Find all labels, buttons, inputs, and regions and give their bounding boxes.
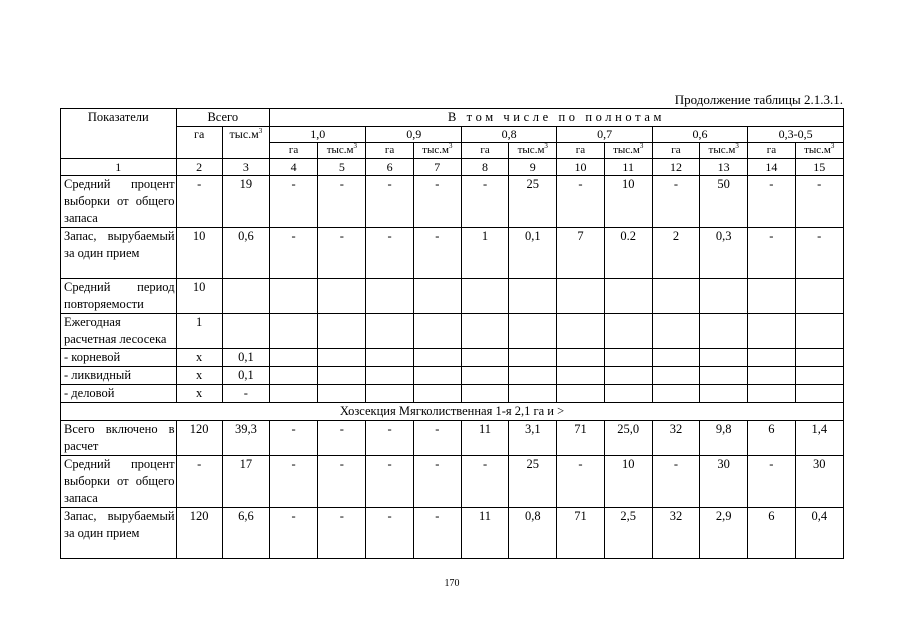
table-cell: 10 [604,456,652,508]
table-row [61,349,844,367]
table-cell: - [318,228,366,279]
column-number: 11 [604,159,652,176]
table-cell: - [461,176,508,228]
table-cell [748,314,795,349]
table-cell: 7 [557,228,604,279]
table-cell: 25 [509,176,557,228]
header-sub-ha: га [366,143,413,159]
table-row [61,508,844,559]
column-number: 5 [318,159,366,176]
table-cell [748,385,795,403]
table-cell: - [318,176,366,228]
column-number: 13 [700,159,748,176]
table-cell [652,279,699,314]
table-cell: - [270,456,318,508]
table-cell: 10 [176,228,222,279]
header-density: 0,3-0,5 [748,127,844,143]
header-by-density: В том числе по полнотам [270,109,844,127]
header-sub-volume [413,143,461,159]
column-number: 2 [176,159,222,176]
header-total-volume [222,127,269,159]
column-number: 10 [557,159,604,176]
table-cell [413,314,461,349]
column-number-row [61,159,844,176]
table-cell [557,314,604,349]
table-cell [604,367,652,385]
table-cell: 0,4 [795,508,844,559]
header-sub-ha: га [557,143,604,159]
table-cell: 6 [748,421,795,456]
table-cell [700,314,748,349]
table-cell [604,349,652,367]
header-sub-volume [604,143,652,159]
table-cell [318,314,366,349]
table-cell [652,314,699,349]
header-density: 0,6 [652,127,747,143]
row-label: Всего включено в расчет [61,421,177,456]
table-cell [318,279,366,314]
table-cell [270,279,318,314]
header-sub-ha: га [270,143,318,159]
header-density: 0,7 [557,127,652,143]
table-cell [795,367,844,385]
table-cell: - [318,456,366,508]
table-cell: 120 [176,508,222,559]
table-cell [604,314,652,349]
unit-text: тыс.м [229,127,259,141]
table-cell: х [176,367,222,385]
table-cell [270,349,318,367]
table-cell: - [652,456,699,508]
header-density: 0,9 [366,127,461,143]
data-table [60,108,844,559]
table-cell: - [270,421,318,456]
table-cell [413,367,461,385]
table-cell: 10 [604,176,652,228]
table-cell [748,349,795,367]
header-sub-volume [318,143,366,159]
table-cell: 32 [652,508,699,559]
table-row [61,279,844,314]
table-cell [557,279,604,314]
table-cell [366,279,413,314]
table-cell [795,314,844,349]
table-cell: 2 [652,228,699,279]
table-cell [509,367,557,385]
table-cell: 3,1 [509,421,557,456]
column-number: 9 [509,159,557,176]
table-cell [652,367,699,385]
table-cell: - [748,228,795,279]
table-cell: х [176,385,222,403]
table-cell [795,385,844,403]
header-row-2 [61,127,844,143]
table-cell: - [413,176,461,228]
table-cell: 17 [222,456,269,508]
unit-exponent: 3 [735,142,739,150]
table-cell: х [176,349,222,367]
table-cell: 25 [509,456,557,508]
table-cell: - [795,228,844,279]
table-cell [270,385,318,403]
table-cell [557,385,604,403]
table-cell: - [795,176,844,228]
table-cell [461,349,508,367]
unit-text: тыс.м [708,144,736,156]
column-number: 8 [461,159,508,176]
table-cell: 2,9 [700,508,748,559]
unit-text: тыс.м [804,144,831,156]
row-label: - деловой [61,385,177,403]
header-total-ha: га [176,127,222,159]
table-cell: - [176,456,222,508]
unit-exponent: 3 [353,142,357,150]
table-cell [700,279,748,314]
table-cell [270,367,318,385]
table-cell: 2,5 [604,508,652,559]
table-cell: 120 [176,421,222,456]
table-cell: 1 [461,228,508,279]
unit-text: тыс.м [422,144,449,156]
table-cell [461,314,508,349]
row-label: Запас, вырубаемый за один прием [61,228,177,279]
table-cell: - [270,508,318,559]
table-cell [604,279,652,314]
table-row [61,456,844,508]
table-cell: 71 [557,508,604,559]
table-cell [795,349,844,367]
table-cell [461,367,508,385]
table-row [61,421,844,456]
table-cell: 0,1 [222,349,269,367]
table-cell [222,314,269,349]
table-cell [318,367,366,385]
row-label: Средний период повторяемости [61,279,177,314]
column-number: 6 [366,159,413,176]
header-sub-volume [795,143,844,159]
table-row [61,176,844,228]
table-cell [700,349,748,367]
header-sub-ha: га [652,143,699,159]
table-cell: - [366,508,413,559]
column-number: 7 [413,159,461,176]
table-row [61,228,844,279]
column-number: 1 [61,159,177,176]
unit-exponent: 3 [639,142,644,150]
unit-text: тыс.м [326,144,354,156]
table-cell: - [270,228,318,279]
table-cell [413,279,461,314]
table-cell: 30 [700,456,748,508]
header-sub-ha: га [748,143,795,159]
table-cell: - [413,508,461,559]
header-density: 1,0 [270,127,366,143]
table-cell [509,314,557,349]
table-cell [748,279,795,314]
table-cell: - [413,456,461,508]
column-number: 4 [270,159,318,176]
section-title: Хозсекция Мягколиственная 1-я 2,1 га и > [61,403,844,421]
table-cell: - [557,176,604,228]
table-cell [318,385,366,403]
table-cell [222,279,269,314]
column-number: 15 [795,159,844,176]
header-density: 0,8 [461,127,556,143]
unit-text: тыс.м [613,144,640,156]
table-cell: 0,3 [700,228,748,279]
table-cell: 0,6 [222,228,269,279]
table-cell [557,349,604,367]
row-label: Ежегодная расчетная лесосека [61,314,177,349]
column-number: 3 [222,159,269,176]
table-cell: - [366,456,413,508]
table-cell: 11 [461,508,508,559]
table-cell: 9,8 [700,421,748,456]
table-cell [748,367,795,385]
column-number: 14 [748,159,795,176]
table-cell: 19 [222,176,269,228]
header-sub-ha: га [461,143,508,159]
table-cell: - [366,228,413,279]
table-cell: 11 [461,421,508,456]
table-cell: 0,1 [222,367,269,385]
table-cell [652,349,699,367]
unit-exponent: 3 [544,142,548,150]
table-cell: - [318,508,366,559]
table-cell: - [557,456,604,508]
table-cell: - [748,176,795,228]
table-cell: - [222,385,269,403]
table-cell [700,367,748,385]
header-indicators: Показатели [61,109,177,159]
table-cell [509,349,557,367]
table-cell: - [176,176,222,228]
table-cell: 0,1 [509,228,557,279]
table-cell: 50 [700,176,748,228]
table-row [61,385,844,403]
table-cell: 0,8 [509,508,557,559]
table-cell: 1 [176,314,222,349]
table-cell [509,385,557,403]
table-cell [795,279,844,314]
table-cell [413,349,461,367]
table-cell: 30 [795,456,844,508]
table-row [61,367,844,385]
table-row [61,314,844,349]
row-label: Запас, вырубаемый за один прием [61,508,177,559]
table-cell [461,385,508,403]
table-cell [461,279,508,314]
table-cell: 32 [652,421,699,456]
table-cell [557,367,604,385]
header-sub-volume [509,143,557,159]
column-number: 12 [652,159,699,176]
row-label: - корневой [61,349,177,367]
table-cell: 39,3 [222,421,269,456]
header-row-1 [61,109,844,127]
table-cell [366,385,413,403]
unit-exponent: 3 [258,127,263,135]
table-cell: 10 [176,279,222,314]
row-label: - ликвидный [61,367,177,385]
table-cell: - [366,176,413,228]
table-cell: - [270,176,318,228]
table-cell: 25,0 [604,421,652,456]
table-cell: - [413,421,461,456]
table-cell [700,385,748,403]
table-cell: - [652,176,699,228]
row-label: Средний процент выборки от общего запаса [61,176,177,228]
unit-text: тыс.м [517,144,545,156]
section-row [61,403,844,421]
table-cell: 6,6 [222,508,269,559]
row-label: Средний процент выборки от общего запаса [61,456,177,508]
unit-exponent: 3 [448,142,453,150]
table-cell [509,279,557,314]
table-caption: Продолжение таблицы 2.1.3.1. [674,92,843,107]
unit-exponent: 3 [830,142,835,150]
table-cell [318,349,366,367]
table-cell: - [366,421,413,456]
table-cell: 1,4 [795,421,844,456]
table-cell [366,367,413,385]
page-number: 170 [444,578,460,589]
table-cell: - [318,421,366,456]
table-cell: - [748,456,795,508]
header-sub-volume [700,143,748,159]
table-cell: 6 [748,508,795,559]
table-cell: - [413,228,461,279]
table-cell [366,314,413,349]
table-cell [652,385,699,403]
table-cell: 71 [557,421,604,456]
table-cell [413,385,461,403]
table-cell [366,349,413,367]
table-cell [270,314,318,349]
header-total: Всего [176,109,269,127]
table-cell: - [461,456,508,508]
table-cell: 0.2 [604,228,652,279]
table-cell [604,385,652,403]
